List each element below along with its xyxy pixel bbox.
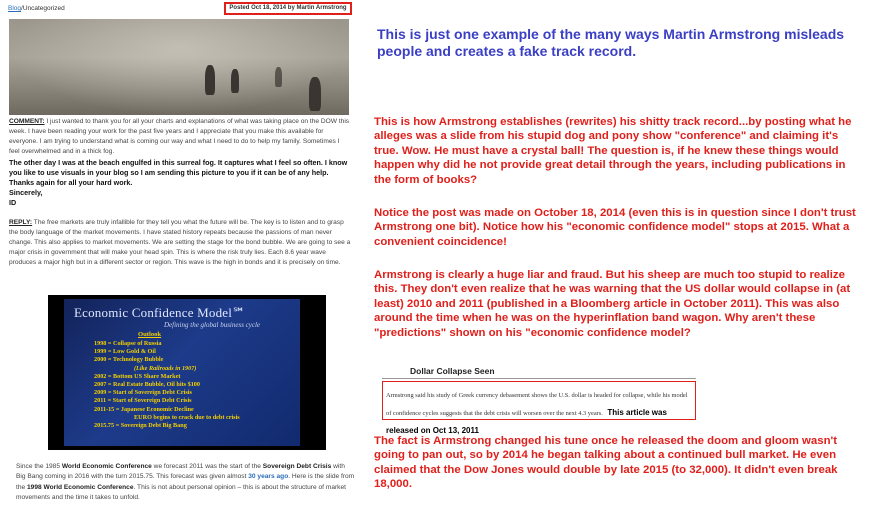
comment-text: I just wanted to thank you for all your charts and explanations of what was taking place on the DOW this week. I have been reading your work for the past five years and I appreciate that you make this available for everyone. I am trying to understand what is coming our way and what I need to do to help my family. Sometimes I feel overwhelmed and in a thick fog. <box>9 118 350 156</box>
fog-overlay <box>9 19 349 115</box>
person-silhouette <box>309 77 321 111</box>
comment-bold-text: The other day I was at the beach engulfed in this surreal fog. It captures what I feel so often. I know you like to use visuals in your blog so I am sending this picture to you if it can be of any help. Thanks again for all your hard work. <box>9 158 348 187</box>
commentary-headline: This is just one example of the many ways Martin Armstrong misleads people and creates a fake track record. <box>377 26 845 59</box>
slide-forecast-item: 1999 = Low Gold & Oil <box>94 348 156 356</box>
blog-screenshot <box>0 0 360 514</box>
breadcrumb-category: /Uncategorized <box>21 5 65 12</box>
clipping-release-note: This article was released on Oct 13, 2011 <box>386 408 667 435</box>
reply-label: REPLY: <box>9 219 33 226</box>
slide-forecast-item: 1998 = Collapse of Russia <box>94 340 162 347</box>
foggy-beach-photo <box>9 19 349 115</box>
footer-text-part: Since the 1985 <box>16 463 62 470</box>
reply-text: The free markets are truly infallible for they tell you what the future will be. The key is to listen and to grasp the body language of the market movements. I have stated history repeats because the passions of man never change. This also applies to market movements. We are setting the stage for the bond bubble. We are going to see a major crisis in government that will make your head spin. This is where the risk truly lies. Each 8.6 year wave produces a major high but in a different sector or region. This wave is the high in bonds and it is precisely on time. <box>9 219 351 267</box>
person-silhouette <box>231 69 239 93</box>
commentary-paragraph-1: This is how Armstrong establishes (rewrites) his shitty track record...by posting what he alleges was a slide from his stupid dog and pony show "conference" and claiming it's true. Wow. He must have a crystal ball! The question is, if he knew these things would happen why did he not provide great detail through the years, including publications in the form of books? <box>374 116 852 186</box>
slide-forecast-item: 2007 = Real Estate Bubble, Oil hits $100 <box>94 381 200 389</box>
slide-forecast-item: (Like Railroads in 1907) <box>134 364 197 372</box>
comment-bold-paragraph <box>9 158 351 208</box>
comment-paragraph <box>9 117 351 157</box>
commentary-paragraph-4: The fact is Armstrong changed his tune once he released the doom and gloom wasn't going to pan out, so by 2014 he began talking about a continued bull market. He even claimed that the Dow Jones would double by late 2015 (to 32,000). It didn't even break 18,000. <box>374 435 838 491</box>
breadcrumb-blog-link[interactable]: Blog <box>8 5 22 12</box>
footer-text-part: we forecast 2011 was the start of the <box>151 463 263 470</box>
economic-confidence-model-slide <box>48 295 326 450</box>
footer-paragraph <box>16 462 356 504</box>
clipping-text: Armstrong said his study of Greek currency debasement shows the U.S. dollar is headed for collapse, while his model of confidence cycles suggests that the debt crisis will worsen over the next 4.3 years. <box>386 392 688 417</box>
slide-outlook-heading: Outlook <box>138 331 162 338</box>
slide-forecast-item: 2009 = Start of Sovereign Debt Crisis <box>94 389 192 397</box>
footer-text-part: with Big Bang coming in 2016 with the turn 2015.75. This forecast was given almost <box>16 463 345 481</box>
commentary-paragraph-3: Armstrong is clearly a huge liar and fraud. But his sheep are much too stupid to realize this. They don't even realize that he was warning that the US dollar would collapse in (at least) 2010 and 2011 (published in a Bloomberg article in October 2011). This was also around the time when he was on the hyperinflation band wagon. Why aren't these "predictions" shown on his "economic confidence model? <box>374 269 851 339</box>
posted-date-badge: Posted Oct 18, 2014 by Martin Armstrong <box>224 2 352 15</box>
footer-text-part: . This is not about personal opinion – this is about the structure of market movements and the time it takes to unfold. <box>16 483 346 502</box>
slide-forecast-list <box>94 340 240 430</box>
slide-forecast-item: 2011-15 = Japanese Economic Decline <box>94 405 194 413</box>
comment-sincerely: Sincerely, <box>9 188 43 197</box>
clipping-title: Dollar Collapse Seen <box>410 366 495 376</box>
clipping-divider <box>382 378 696 379</box>
reply-paragraph <box>9 218 351 268</box>
slide-subtitle: Defining the global business cycle <box>164 321 261 329</box>
footer-bold-1998-conference: 1998 World Economic Conference <box>27 483 134 491</box>
slide-forecast-item: 2002 = Bottom US Share Market <box>94 372 181 380</box>
slide-background <box>64 299 300 446</box>
comment-label: COMMENT: <box>9 118 45 125</box>
breadcrumb <box>8 5 65 12</box>
footer-bold-crisis: Sovereign Debt Crisis <box>262 463 332 470</box>
commentary-paragraph-2: Notice the post was made on October 18, 2014 (even this is in question since I don't trust Armstrong one bit). Notice how his "economic confidence model" stops at 2015. What a convenient coincidence! <box>374 207 856 248</box>
person-silhouette <box>205 65 215 95</box>
slide-forecast-item: EURO begins to crack due to debt crisis <box>134 413 240 421</box>
footer-text-part: . Here is the slide from the <box>16 473 355 491</box>
footer-highlight-years: 30 years ago <box>248 473 289 481</box>
slide-forecast-item: 2015.75 = Sovereign Debt Big Bang <box>94 422 187 430</box>
person-silhouette <box>275 67 282 87</box>
comment-signature: ID <box>9 198 17 207</box>
slide-forecast-item: 2011 = Start of Sovereign Debt Crisis <box>94 397 192 405</box>
clipping-highlight-box <box>382 381 696 435</box>
bloomberg-article-clipping <box>382 364 696 435</box>
footer-bold-conference: World Economic Conference <box>61 463 152 470</box>
slide-title: Economic Confidence Model℠ <box>74 305 246 320</box>
slide-forecast-item: 2000 = Technology Bubble <box>94 356 164 364</box>
